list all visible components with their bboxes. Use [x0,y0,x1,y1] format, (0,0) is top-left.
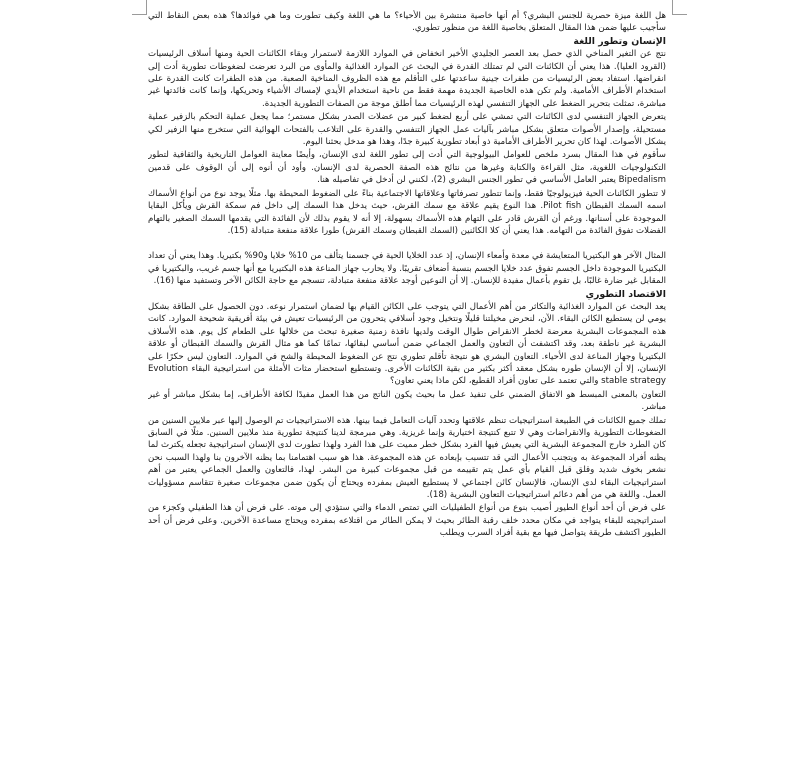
paragraph: يعد البحث عن الموارد الغذائية والتكاثر من أهم الأعمال التي يتوجب على الكائن القيام بها لضمان استمرار نوعه. دون الحصول على الطاقة بشكل يومي لن يستطيع الكائن البقاء. الآن، لنحرض مخيلتنا قليلًا ونتخيل وجود أسلافي يتحرون من الرئيسيات تعيش في بيئة أفريقية شحيحة الموارد. كانت هذه المجموعات البشرية معرضة لخطر الانقراض طوال الوقت ولديها نافذة زمنية صغيرة تبحث من خلالها على الطعام كل يوم. هذه الأسلاف البشرية غير ناطقة بعد، وقد اكتشفت أن التعاون والعمل الجماعي ضمن أساسي لبقائها، تمامًا كما هو مثال القرش والسمك القبطان أو علاقة البكتيريا وجهاز المناعة لدى الأحياء. التعاون البشري هو نتيجة تأقلم تطوري نتج عن الضغوط المحيطة والشح في الموارد. التعاون ليس حكرًا على الإنسان، إلا أن الإنسان طوره بشكل معقد أكثر بكثير من بقية الكائنات الأخرى. وتستطيع استحضار مثات الأمثلة من استراتيجية البقاء Evolution stable strategy والتي تعتمد على تعاون أفراد القطيع، لكن ماذا يعني تعاون؟ [148,301,666,387]
section-heading: الإنسان وتطور اللغة [573,35,666,47]
paragraph: يتعرض الجهاز التنفسي لدى الكائنات التي تمشي على أربع لضغط كبير من عضلات الصدر بشكل مستمر؛ مما يجعل عملية التحكم بالزفير عملية مستحيلة، وإصدار الأصوات متعلق بشكل مباشر بآليات عمل الجهاز التنفسي والقدرة على التلاعب بالفتحات الهوائية التي ستخرج منها الزفير لكي يشكل الأصوات. لهذا كان تحرير الأطراف الأمامية ذو أبعاد تطورية كبيرة جدًا، وهذا هو مدخل بحثنا اليوم. [148,112,666,148]
document-body [148,10,666,762]
paragraph: هل اللغة ميزة حصرية للجنس البشري؟ أم أنها خاصية منتشرة بين الأحياء؟ ما هي اللغة وكيف تطورت وما هي فوائدها؟ هذه بعض النقاط التي سأجيب عليها ضمن هذا المقال المتعلق بخاصية اللغة من منظور تطوري. [148,11,666,34]
paragraph: على فرض أن أحد أنواع الطيور أصيب بنوع من أنواع الطفيليات التي تمتص الدماء والتي ستؤدي إلى موته. على فرض أن هذا الطفيلي وكجزء من استراتيجيته للبقاء يتواجد في مكان محدد خلف رقبة الطائر بحيث لا يمكن الطائر من اقتلاعه بمفرده ويحتاج مساعدة الآخرين. وعلى فرض أن أحد الطيور اكتشف طريقة يتواصل فيها مع بقية أفراد السرب ويطلب [148,503,666,539]
paragraph: التعاون بالمعنى المبسط هو الاتفاق الضمني على تنفيذ عمل ما بحيث يكون الناتج من هذا العمل مفيدًا لكافة الأطراف، إما بشكل مباشر أو غير مباشر. [148,389,666,413]
paragraph: سأقوم في هذا المقال بسرد ملخص للعوامل البيولوجية التي أدت إلى تطور اللغة لدى الإنسان، وأيضًا معاينة العوامل التاريخية والثقافية لتطور التكنولوجيات اللغوية، مثل القراءة والكتابة وغيرها من نتائج هذه الصفة الحصرية لدى الإنسان. وأود أن أنوه إلى أن الوقوف على قدمين Bipedalism يعتبر العامل الأساسي في تطور الجنس البشري (2)، لكنني لن أدخل في تفاصيله هنا. [148,150,666,186]
paragraph-gap [148,238,666,250]
paragraph: المثال الآخر هو البكتيريا المتعايشة في معدة وأمعاء الإنسان، إذ عدد الخلايا الحية في جسمنا يتألف من 10% خلايا و90% بكتيريا. وهذا يعني أن تعداد البكتيريا الموجودة داخل الجسم تفوق عدد خلايا الجسم بنسبة أضعاف تقريبًا. ولا يحارب جهاز المناعة هذه البكتيريا مع أنها جسم غريب، والبكتيريا في المقابل غير ضارة غالبًا، بل تقوم بأعمال مفيدة للإنسان. إلا أن النوعين أوجد علاقة منفعة متبادلة، تنسجم مع حاجة الكائن الآخر وتستفيد منها (16). [148,251,666,287]
crop-mark-top-right [672,0,687,15]
crop-mark-top-left [132,0,147,15]
paragraph: تملك جميع الكائنات في الطبيعة استراتيجيات تنظم علاقتها وتحدد آليات التعامل فيما بينها. هذه الاستراتيجيات تم الوصول إليها عبر ملايين السنين من الضغوطات التطورية والانقراضات وهي لا تتبع كنتيجة اختيارية وإنما غريزية. وهي مبرمجة لدينا كنتيجة تطورية منذ ملايين السنين. مثلًا في السابق كان الطرد خارج المجموعة البشرية التي يعيش فيها الفرد بشكل خطر مميت على هذا الفرد ولهذا تطورت لدى الإنسان استراتيجية تجعله يكترث لما يظنه أفراد المجموعة به ويتجنب الأعمال التي قد تتسبب بإبعاده عن هذه المجموعة. هذا هو سبب اهتمامنا بما يظنه الآخرون بنا ولهذا السبب نحن نشعر بخوف شديد وقلق قبل القيام بأي عمل يتم تقييمه من قبل مجموعات كبيرة من البشر. لهذا، فالتعاون والعمل الجماعي يعتبر من أهم استراتيجيات البقاء لدى الإنسان، فالإنسان كائن اجتماعي لا يستطيع العيش بمفرده ويحتاج أن يكون ضمن مجموعات صغيرة تتقاسم مسؤوليات العمل. واللغة هي من أهم دعائم استراتيجيات التعاون البشرية (18). [148,415,666,501]
paragraph: لا تتطور الكائنات الحية فيزيولوجيًا فقط، وإنما تتطور تصرفاتها وعلاقاتها الاجتماعية بناءً على الضغوط المحيطة بها. مثلًا يوجد نوع من أنواع الأسماك اسمه السمك القبطان Pilot fish. هذا النوع يقيم علاقة مع سمك القرش، حيث يدخل هذا السمك إلى داخل فم سمكة القرش ويأكل البقايا الموجودة على أسنانها. ورغم أن القرش قادر على التهام هذه الأسماك بسهولة، إلا أنه لا يقوم بذلك لأن الفائدة التي يقدمها السمك الصغير بالتهام الفضلات تفوق الفائدة من التهامه. هذا يعني أن كلا الكائنين (السمك القبطان وسمك القرش) طورا علاقة منفعة متبادلة (15). [148,188,666,236]
section-heading: الاقتصاد التطوري [585,288,666,300]
paragraph: نتج عن التغير المناخي الذي حصل بعد العصر الجليدي الأخير انخفاض في الموارد اللازمة لاستمرار وبقاء الكائنات الحية ومنها أسلاف الرئيسيات (القرود العليا). هذا يعني أن الكائنات التي لم تمتلك القدرة في البحث عن الموارد الغذائية والمأوى من البرد تعرضت لضغوطات تطورية أدت إلى انقراضها. استفاد بعض الرئيسيات من طفرات جينية ساعدتها على التأقلم مع هذه الظروف المناخية الصعبة. من هذه الطفرات كانت القدرة على استخدام الأطراف الأمامية. ولم تكن هذه الخاصية الجديدة مهمة فقط من ناحية استخدام الأيدي لإمساك الأشياء وتحريكها، وإنما كانت فائدتها غير مباشرة، تمثلت بتحرير الضغط على الجهاز التنفسي لهذه الرئيسيات مما أطلق موجة من الصفات التطورية الجديدة. [148,49,666,109]
